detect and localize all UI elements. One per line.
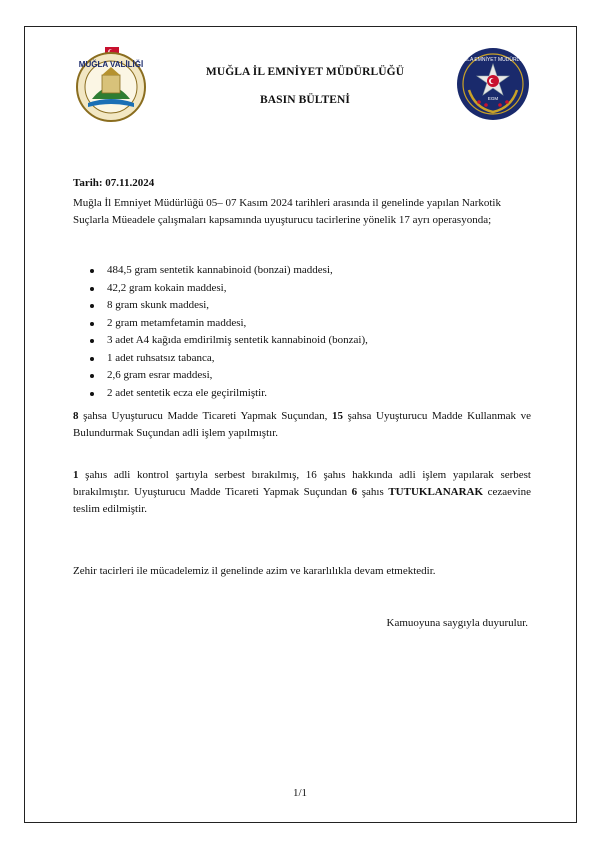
count-judicial-control: 1 xyxy=(73,469,79,481)
intro-paragraph: Muğla İl Emniyet Müdürlüğü 05– 07 Kasım 2024 tarihleri arasında il genelinde yapılan Narkotik Suçlarla Müeadele çalışmaları kapsamında uyuşturucu tacirlerine yönelik 17 ayrı operasyonda; xyxy=(73,197,501,226)
page-number: 1/1 xyxy=(292,787,308,799)
left-logo-text: MUĞLA VALİLİĞİ xyxy=(78,60,144,69)
arrested-keyword: TUTUKLANARAK xyxy=(388,486,484,498)
right-logo-small-text: EGM xyxy=(487,96,499,101)
right-logo-text: MUĞLA EMNİYET MÜDÜRLÜĞÜ xyxy=(455,57,531,63)
emniyet-mudurlugu-logo xyxy=(455,46,531,122)
header-title: MUĞLA İL EMNİYET MÜDÜRLÜĞÜ xyxy=(205,66,405,78)
count-trafficking: 8 xyxy=(73,410,79,422)
list-item: 1 adet ruhsatsız tabanca, xyxy=(90,350,368,368)
release-arrest-paragraph: 1 şahıs adli kontrol şartıyla serbest bırakılmış, 16 şahıs hakkında adli işlem yapılarak serbest bırakılmıştır. Uyuşturucu Madde Ticareti Yapmak Suçundan 6 şahıs TUTUKLANARAK cezaevine teslim edilmiştir. xyxy=(73,469,531,515)
seized-items-list xyxy=(90,262,368,402)
list-item: 42,2 gram kokain maddesi, xyxy=(90,280,368,298)
list-item: 3 adet A4 kağıda emdirilmiş sentetik kannabinoid (bonzai), xyxy=(90,332,368,350)
header-subtitle: BASIN BÜLTENİ xyxy=(259,94,351,106)
list-item: 2 gram metamfetamin maddesi, xyxy=(90,315,368,333)
list-item: 2 adet sentetik ecza ele geçirilmiştir. xyxy=(90,385,368,403)
mugla-valiligi-logo xyxy=(72,45,150,123)
list-item: 2,6 gram esrar maddesi, xyxy=(90,367,368,385)
list-item: 8 gram skunk maddesi, xyxy=(90,297,368,315)
list-item: 484,5 gram sentetik kannabinoid (bonzai) maddesi, xyxy=(90,262,368,280)
count-possession: 15 xyxy=(331,410,343,422)
count-arrested: 6 xyxy=(351,486,358,498)
announcement-line: Kamuoyuna saygıyla duyurulur. xyxy=(386,617,528,629)
date-line: Tarih: 07.11.2024 xyxy=(73,177,155,189)
legal-action-paragraph: 8 şahsa Uyuşturucu Madde Ticareti Yapmak Suçundan, 15 şahsa Uyuşturucu Madde Kullanmak ve Bulundurmak Suçundan adli işlem yapılmıştır. xyxy=(73,410,531,439)
closing-statement: Zehir tacirleri ile mücadelemiz il genelinde azim ve kararlılıkla devam etmektedir. xyxy=(73,565,436,577)
